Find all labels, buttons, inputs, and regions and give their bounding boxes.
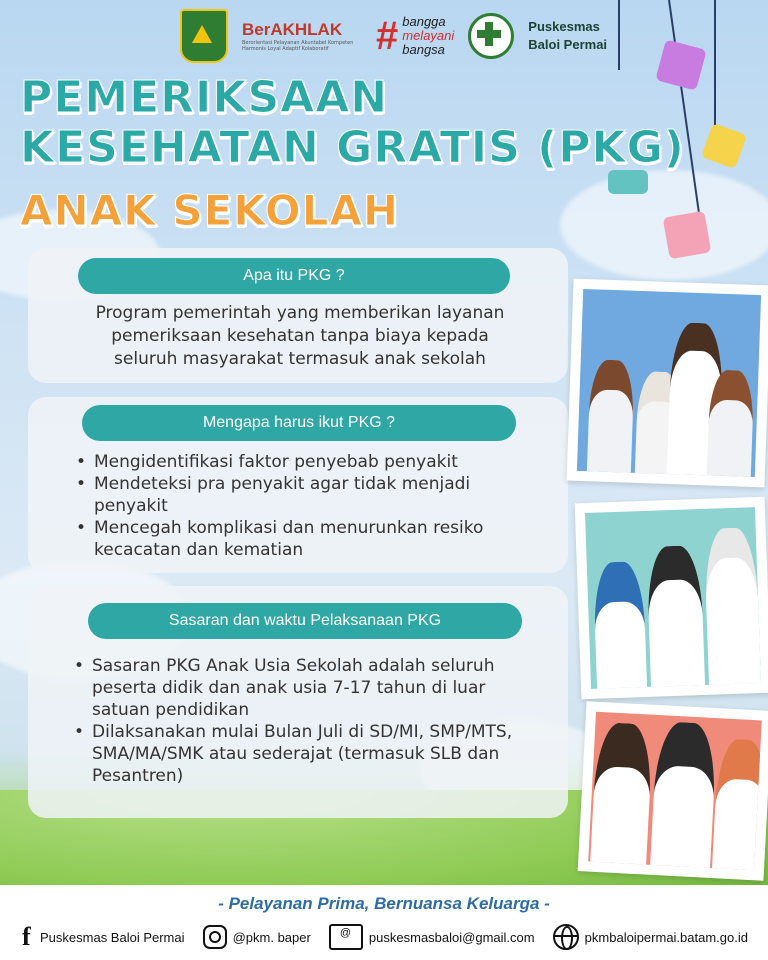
puzzle-piece-icon bbox=[701, 123, 747, 169]
batam-emblem-icon bbox=[180, 9, 228, 63]
website-label: pkmbaloipermai.batam.go.id bbox=[584, 929, 748, 945]
facebook-icon: f bbox=[22, 922, 31, 951]
bullet-list bbox=[74, 451, 544, 561]
students-photo bbox=[578, 701, 768, 881]
title-line-3: ANAK SEKOLAH bbox=[20, 186, 400, 235]
instagram-icon bbox=[203, 925, 227, 949]
puzzle-piece-icon bbox=[655, 39, 706, 90]
student-illustration bbox=[648, 721, 718, 870]
section-paragraph: Program pemerintah yang memberikan layanan pemeriksaan kesehatan tanpa biaya kepada seluruh masyarakat termasuk anak sekolah bbox=[95, 303, 505, 369]
student-illustration bbox=[586, 359, 635, 477]
student-illustration bbox=[710, 738, 762, 870]
section-heading: Mengapa harus ikut PKG ? bbox=[82, 405, 516, 441]
hash-symbol: # bbox=[376, 14, 399, 58]
berakhlak-logo bbox=[242, 20, 362, 52]
bangga-line: bangga bbox=[402, 14, 446, 29]
list-item: • Mendeteksi pra penyakit agar tidak menjadi penyakit bbox=[74, 473, 544, 517]
bangga-melayani-logo bbox=[376, 15, 454, 57]
student-illustration bbox=[593, 561, 649, 689]
puskesmas-logo-icon bbox=[468, 13, 514, 59]
student-illustration bbox=[704, 527, 761, 689]
berakhlak-title: BerAKHLAK bbox=[242, 20, 343, 39]
email-icon bbox=[329, 924, 363, 950]
bangga-line: melayani bbox=[402, 28, 455, 43]
bangga-line: bangsa bbox=[402, 42, 445, 57]
puzzle-piece-icon bbox=[608, 170, 648, 194]
globe-icon bbox=[553, 924, 579, 950]
section-heading: Apa itu PKG ? bbox=[78, 258, 510, 294]
student-illustration bbox=[588, 722, 653, 870]
list-item: • Mencegah komplikasi dan menurunkan resiko kecacatan dan kematian bbox=[74, 517, 544, 561]
facebook-contact[interactable] bbox=[22, 922, 185, 951]
website-contact[interactable] bbox=[553, 924, 748, 950]
contact-bar bbox=[22, 924, 748, 950]
puzzle-piece-icon bbox=[663, 211, 712, 260]
puskesmas-name: Puskesmas Baloi Permai bbox=[528, 19, 608, 52]
student-illustration bbox=[646, 545, 706, 689]
students-photo bbox=[567, 279, 768, 488]
list-item: • Dilaksanakan mulai Bulan Juli di SD/MI, SMP/MTS, SMA/MA/SMK atau sederajat (termasuk SLB dan Pesantren) bbox=[72, 721, 548, 787]
students-photo bbox=[575, 497, 768, 700]
list-item: • Mengidentifikasi faktor penyebab penyakit bbox=[74, 451, 544, 473]
title-line-1: PEMERIKSAAN bbox=[20, 72, 389, 123]
instagram-contact[interactable] bbox=[203, 925, 311, 949]
tagline: - Pelayanan Prima, Bernuansa Keluarga - bbox=[218, 894, 550, 913]
instagram-label: @pkm. baper bbox=[232, 929, 311, 945]
facebook-label: Puskesmas Baloi Permai bbox=[40, 929, 185, 945]
email-label: puskesmasbaloi@gmail.com bbox=[368, 929, 535, 945]
berakhlak-subtitle: Berorientasi Pelayanan Akuntabel Kompeten Harmonis Loyal Adaptif Kolaboratif bbox=[242, 40, 354, 52]
bullet-list bbox=[72, 655, 548, 787]
string-decoration bbox=[714, 0, 716, 140]
header-logos bbox=[180, 8, 628, 64]
email-contact[interactable] bbox=[329, 924, 535, 950]
title-line-2: KESEHATAN GRATIS (PKG) bbox=[20, 122, 685, 173]
section-heading: Sasaran dan waktu Pelaksanaan PKG bbox=[88, 603, 522, 639]
list-item: • Sasaran PKG Anak Usia Sekolah adalah seluruh peserta didik dan anak usia 7-17 tahun di luar satuan pendidikan bbox=[72, 655, 548, 721]
